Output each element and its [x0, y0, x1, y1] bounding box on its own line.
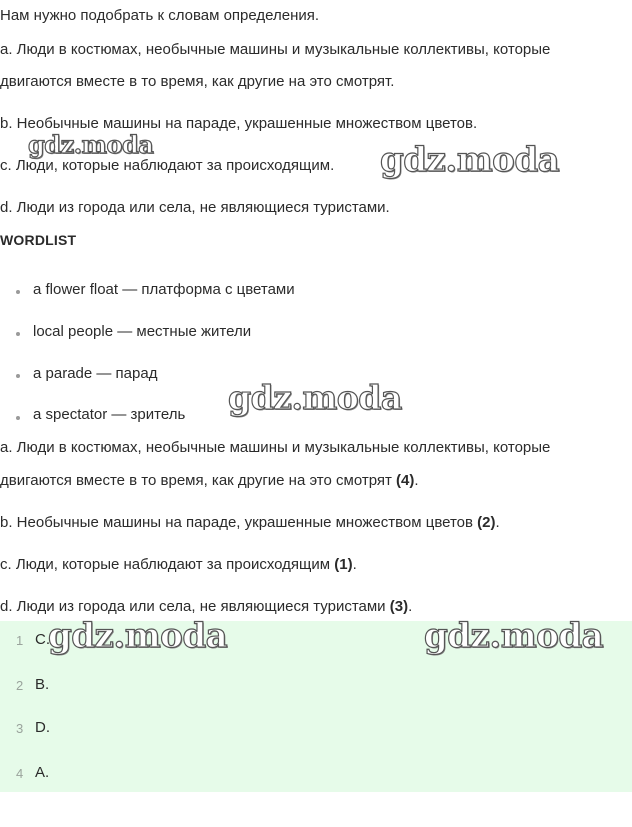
answered-item-d-number: (3): [389, 598, 409, 615]
answered-item-c: [0, 555, 357, 575]
intro-text: Нам нужно подобрать к словам определения.: [0, 7, 320, 24]
wordlist-item: a flower float — платформа с цветами: [33, 281, 295, 298]
answered-item-a-text: двигаются вместе в то время, как другие на это смотрят: [0, 472, 397, 489]
watermark-logo: gdz.moda: [424, 616, 604, 656]
answer-value: B.: [35, 676, 50, 693]
answered-item-a-number: (4): [396, 472, 415, 489]
answer-value: C.: [35, 631, 50, 648]
answer-value: D.: [35, 719, 50, 736]
answered-item-b: [0, 513, 500, 533]
task-item-a-line2: двигаются вместе в то время, как другие на это смотрят.: [0, 73, 395, 90]
wordlist-item: local people — местные жители: [33, 323, 252, 340]
bullet-icon: [16, 374, 20, 378]
answered-item-b-text: b. Необычные машины на параде, украшенные множеством цветов: [0, 514, 478, 531]
answered-item-a-end: .: [414, 472, 419, 489]
bullet-icon: [16, 416, 20, 420]
answered-item-c-end: .: [352, 556, 357, 573]
watermark-logo: gdz.moda: [48, 616, 228, 656]
task-item-d: d. Люди из города или села, не являющиеся туристами.: [0, 199, 390, 216]
answered-item-d-end: .: [408, 598, 413, 615]
answered-item-d: [0, 597, 412, 617]
wordlist-title: WORDLIST: [0, 232, 77, 248]
wordlist-item: a parade — парад: [33, 365, 158, 382]
task-item-c: c. Люди, которые наблюдают за происходящим.: [0, 157, 335, 174]
answer-value: A.: [35, 764, 50, 781]
bullet-icon: [16, 332, 20, 336]
answer-number: 1: [16, 633, 24, 648]
watermark-logo: gdz.moda: [380, 140, 560, 180]
watermark-logo: gdz.moda: [28, 130, 154, 159]
answered-item-a-line1: a. Люди в костюмах, необычные машины и музыкальные коллективы, которые: [0, 439, 551, 456]
answer-number: 4: [16, 766, 24, 781]
answer-number: 2: [16, 678, 24, 693]
answered-item-b-end: .: [495, 514, 500, 531]
answered-item-b-number: (2): [477, 514, 496, 531]
answered-item-c-text: c. Люди, которые наблюдают за происходящим: [0, 556, 335, 573]
task-item-b: b. Необычные машины на параде, украшенные множеством цветов.: [0, 115, 478, 132]
answered-item-a-line2: [0, 471, 419, 491]
answered-item-c-number: (1): [334, 556, 353, 573]
answered-item-d-text: d. Люди из города или села, не являющиеся туристами: [0, 598, 390, 615]
wordlist-item: a spectator — зритель: [33, 406, 186, 423]
task-item-a-line1: a. Люди в костюмах, необычные машины и музыкальные коллективы, которые: [0, 41, 551, 58]
answer-number: 3: [16, 721, 24, 736]
watermark-logo: gdz.moda: [228, 378, 402, 417]
bullet-icon: [16, 290, 20, 294]
